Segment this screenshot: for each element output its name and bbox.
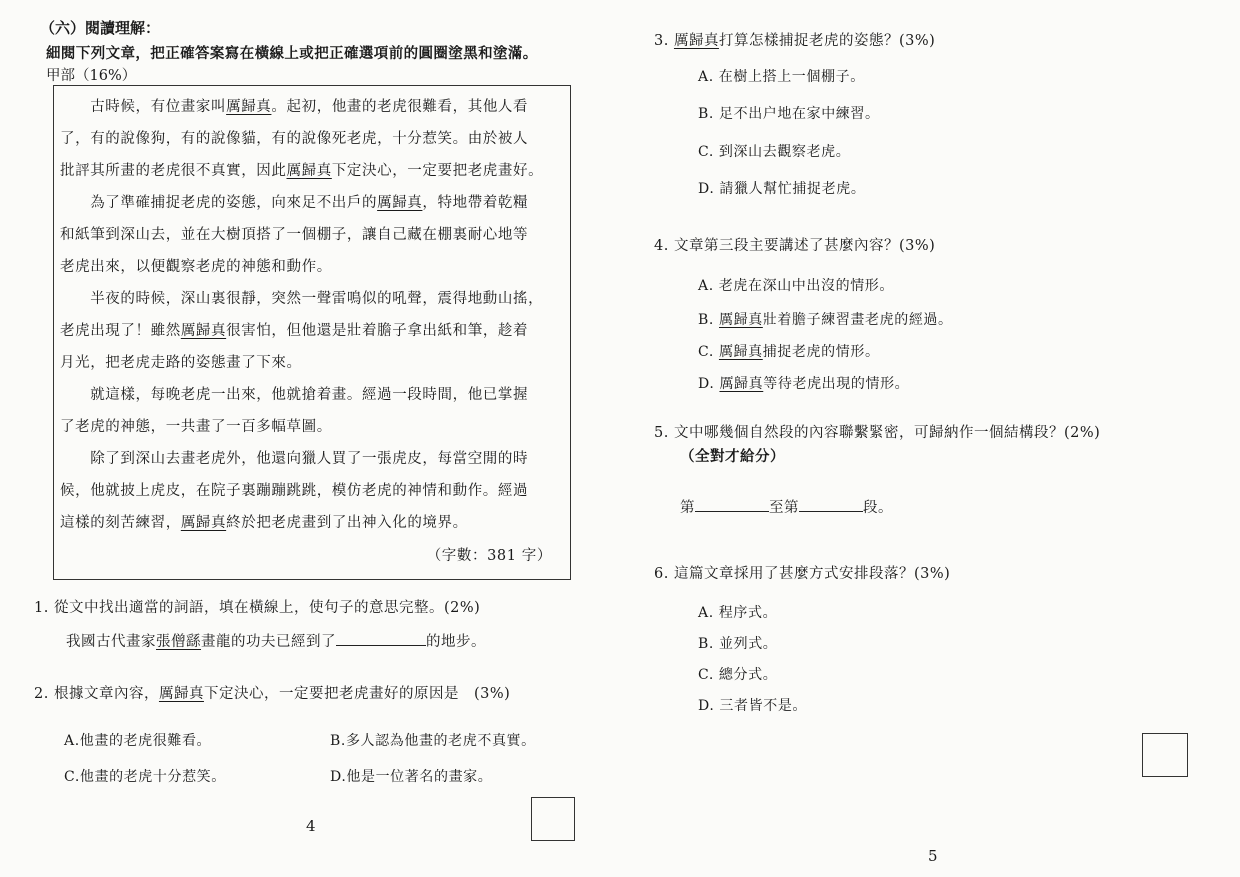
name-underlined: 厲歸真: [719, 376, 764, 392]
answer-blank[interactable]: [336, 631, 426, 646]
q2-option-d[interactable]: D.他是一位著名的畫家。: [330, 769, 493, 785]
q4-option-c[interactable]: C. 厲歸真捕捉老虎的情形。: [698, 344, 880, 360]
painter-name: 張僧繇: [156, 634, 201, 650]
q3-option-d[interactable]: D. 請獵人幫忙捕捉老虎。: [698, 181, 866, 197]
passage-line: 古時候，有位畫家叫厲歸真。起初，他畫的老虎很難看，其他人看: [60, 99, 529, 115]
part-title: 甲部（16%）: [46, 68, 137, 84]
name-underlined: 厲歸真: [180, 323, 227, 339]
question-2: 2. 根據文章內容，厲歸真下定決心，一定要把老虎畫好的原因是 (3%): [34, 686, 511, 702]
q6-option-d[interactable]: D. 三者皆不是。: [698, 698, 808, 714]
passage-line: 就這樣，每晚老虎一出來，他就搶着畫。經過一段時間，他已掌握: [60, 387, 529, 403]
name-underlined: 厲歸真: [718, 344, 763, 360]
name-underlined: 厲歸真: [673, 33, 719, 49]
page-number-left: 4: [306, 817, 316, 835]
name-underlined: 厲歸真: [180, 515, 227, 531]
word-count: （字數：381 字）: [426, 548, 552, 564]
q4-option-b[interactable]: B. 厲歸真壯着膽子練習畫老虎的經過。: [698, 312, 953, 328]
passage-line: 候，他就披上虎皮，在院子裏蹦蹦跳跳，模仿老虎的神情和動作。經過: [60, 483, 529, 499]
q2-option-b[interactable]: B.多人認為他畫的老虎不真實。: [330, 733, 536, 749]
q2-option-a[interactable]: A.他畫的老虎很難看。: [64, 733, 212, 749]
q2-option-c[interactable]: C.他畫的老虎十分惹笑。: [64, 769, 226, 785]
passage-line: 老虎出來，以便觀察老虎的神態和動作。: [60, 259, 332, 275]
q4-option-a[interactable]: A. 老虎在深山中出沒的情形。: [698, 278, 895, 294]
name-underlined: 厲歸真: [286, 163, 332, 179]
q6-option-a[interactable]: A. 程序式。: [698, 605, 778, 621]
q3-option-b[interactable]: B. 足不出户地在家中練習。: [698, 106, 880, 122]
question-5-note: （全對才給分）: [680, 448, 785, 465]
name-underlined: 厲歸真: [226, 99, 272, 115]
page-number-right: 5: [928, 847, 938, 865]
passage-line: 這樣的刻苦練習，厲歸真終於把老虎畫到了出神入化的境界。: [60, 515, 468, 531]
q6-option-c[interactable]: C. 總分式。: [698, 667, 778, 683]
passage-line: 和紙筆到深山去，並在大樹頂搭了一個棚子，讓自己藏在棚裏耐心地等: [60, 227, 529, 243]
name-underlined: 厲歸真: [158, 686, 204, 702]
question-1: 1. 從文中找出適當的詞語，填在橫線上，使句子的意思完整。(2%): [34, 600, 481, 616]
passage-line: 了老虎的神態，一共畫了一百多幅草圖。: [60, 419, 332, 435]
question-5: 5. 文中哪幾個自然段的內容聯繫緊密，可歸納作一個結構段？(2%): [654, 425, 1101, 441]
name-underlined: 厲歸真: [377, 195, 423, 211]
answer-blank-to[interactable]: [799, 497, 863, 512]
name-underlined: 厲歸真: [719, 312, 763, 328]
passage-line: 批評其所畫的老虎很不真實，因此厲歸真下定決心，一定要把老虎畫好。: [60, 163, 544, 179]
score-box[interactable]: [531, 797, 575, 841]
passage-line: 為了準確捕捉老虎的姿態，向來足不出戶的厲歸真，特地帶着乾糧: [60, 195, 529, 211]
passage-line: 除了到深山去畫老虎外，他還向獵人買了一張虎皮，每當空閒的時: [60, 451, 529, 467]
q6-option-b[interactable]: B. 並列式。: [698, 636, 778, 652]
q3-option-c[interactable]: C. 到深山去觀察老虎。: [698, 144, 851, 160]
passage-box: [53, 85, 571, 580]
passage-line: 半夜的時候，深山裏很靜，突然一聲雷鳴似的吼聲，震得地動山搖，: [60, 291, 544, 307]
score-box[interactable]: [1142, 733, 1188, 777]
passage-line: 月光，把老虎走路的姿態畫了下來。: [60, 355, 302, 371]
question-5-answer: 第 至第 段。: [680, 496, 893, 517]
question-6: 6. 這篇文章採用了甚麼方式安排段落？(3%): [654, 566, 951, 582]
instruction: 細閱下列文章，把正確答案寫在橫線上或把正確選項前的圓圈塗黑和塗滿。: [46, 45, 538, 62]
section-title: （六）閱讀理解：: [40, 19, 161, 37]
question-1-sentence: 我國古代畫家張僧繇畫龍的功夫已經到了 的地步。: [66, 630, 486, 651]
q4-option-d[interactable]: D. 厲歸真等待老虎出現的情形。: [698, 376, 910, 392]
question-4: 4. 文章第三段主要講述了甚麼內容？(3%): [654, 238, 936, 254]
question-3: 3. 厲歸真打算怎樣捕捉老虎的姿態？(3%): [654, 33, 936, 49]
passage-line: 了，有的說像狗，有的說像貓，有的說像死老虎，十分惹笑。由於被人: [60, 131, 529, 147]
passage-line: 老虎出現了！雖然厲歸真很害怕，但他還是壯着膽子拿出紙和筆，趁着: [60, 323, 529, 339]
q3-option-a[interactable]: A. 在樹上搭上一個棚子。: [698, 69, 865, 85]
answer-blank-from[interactable]: [695, 497, 769, 512]
